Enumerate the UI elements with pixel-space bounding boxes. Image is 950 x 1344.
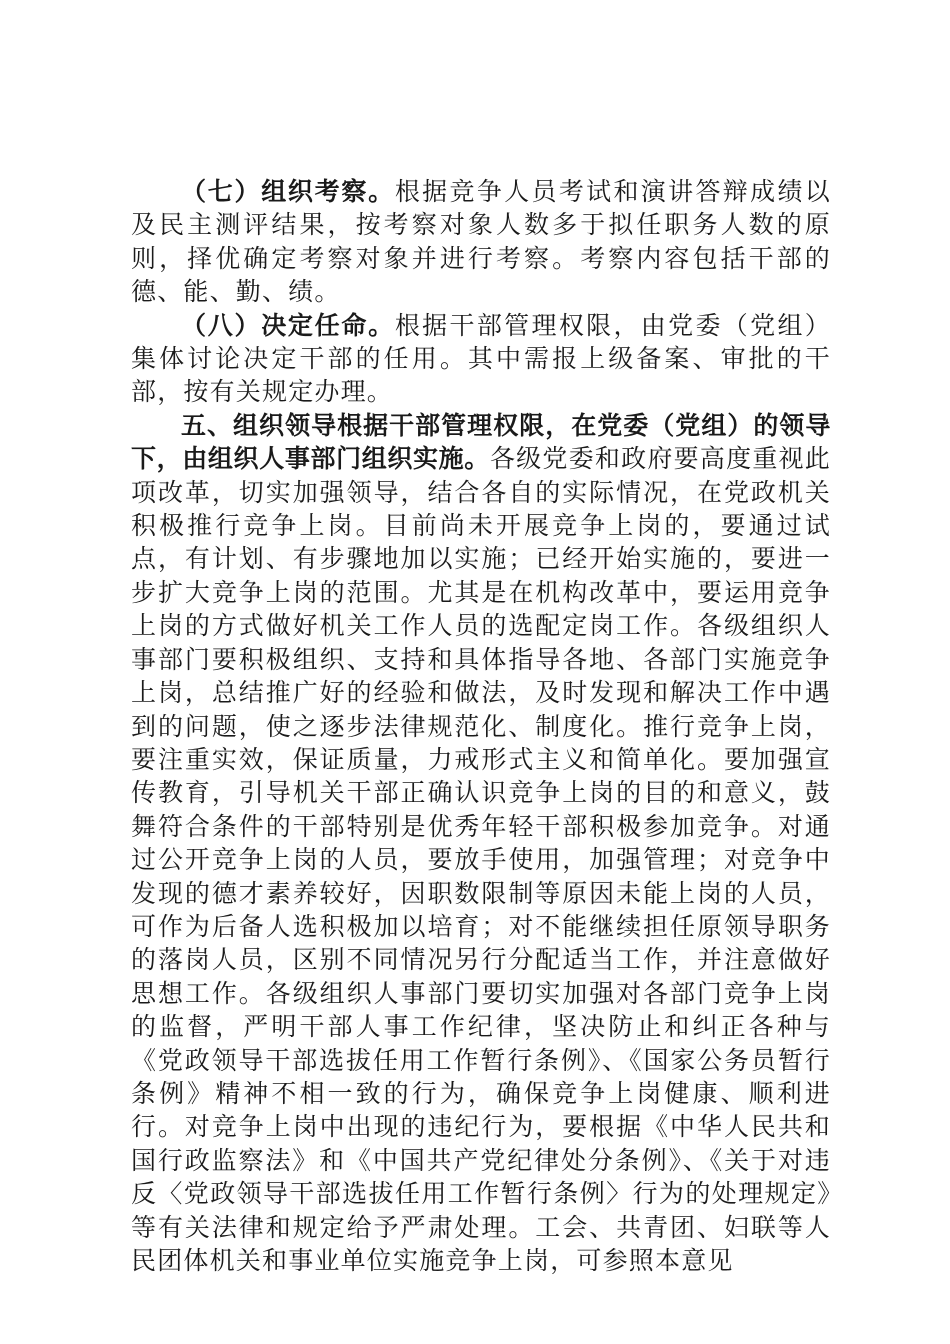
paragraph-heading: 五、组织领导根据干部管理权限，在党委（党组）的领导下，由组织人事部门组织实施。 <box>131 410 831 474</box>
paragraph-decide-appointment <box>131 309 831 409</box>
document-body <box>131 175 831 1277</box>
paragraph-text: 根据干部管理权限，由党委（党组）集体讨论决定干部的任用。其中需报上级备案、审批的干部，按有关规定办理。 <box>131 310 831 407</box>
paragraph-text: 根据竞争人员考试和演讲答辩成绩以及民主测评结果，按考察对象人数多于拟任职务人数的原则，择优确定考察对象并进行考察。考察内容包括干部的德、能、勤、绩。 <box>131 177 831 307</box>
paragraph-text: 各级党委和政府要高度重视此项改革，切实加强领导，结合各自的实际情况，在党政机关积极推行竞争上岗。目前尚未开展竞争上岗的，要通过试点，有计划、有步骤地加以实施；已经开始实施的，要进一步扩大竞争上岗的范围。尤其是在机构改革中，要运用竞争上岗的方式做好机关工作人员的选配定岗工作。各级组织人事部门要积极组织、支持和具体指导各地、各部门实施竞争上岗，总结推广好的经验和做法，及时发现和解决工作中遇到的问题，使之逐步法律规范化、制度化。推行竞争上岗，要注重实效，保证质量，力戒形式主义和简单化。要加强宣传教育，引导机关干部正确认识竞争上岗的目的和意义，鼓舞符合条件的干部特别是优秀年轻干部积极参加竞争。对通过公开竞争上岗的人员，要放手使用，加强管理；对竞争中发现的德才素养较好，因职数限制等原因未能上岗的人员，可作为后备人选积极加以培育；对不能继续担任原领导职务的落岗人员，区别不同情况另行分配适当工作，并注意做好思想工作。各级组织人事部门要切实加强对各部门竞争上岗的监督，严明干部人事工作纪律，坚决防止和纠正各种与《党政领导干部选拔任用工作暂行条例》、《国家公务员暂行条例》精神不相一致的行为，确保竞争上岗健康、顺利进行。对竞争上岗中出现的违纪行为，要根据《中华人民共和国行政监察法》和《中国共产党纪律处分条例》、《关于对违反〈党政领导干部选拔任用工作暂行条例〉行为的处理规定》等有关法律和规定给予严肃处理。工会、共青团、妇联等人民团体机关和事业单位实施竞争上岗，可参照本意见 <box>131 444 831 1275</box>
paragraph-heading: （七）组织考察。 <box>181 177 395 206</box>
paragraph-organizational-leadership <box>131 409 831 1278</box>
paragraph-heading: （八）决定任命。 <box>181 310 395 340</box>
paragraph-organize-inspection <box>131 175 831 309</box>
